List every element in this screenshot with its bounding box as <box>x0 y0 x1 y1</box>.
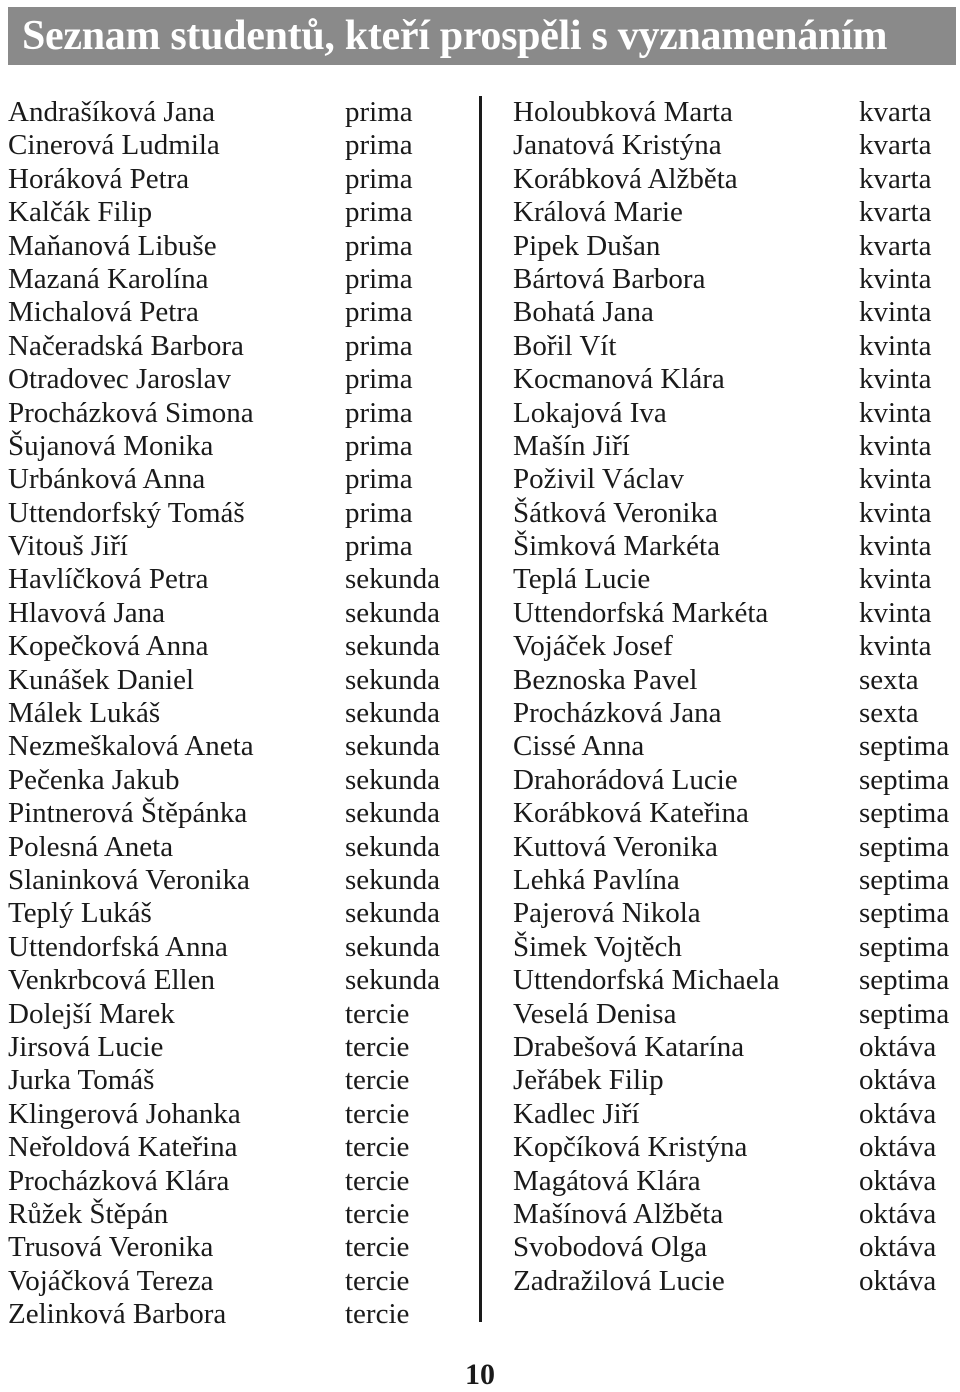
student-name: Šátková Veronika <box>513 496 718 529</box>
list-item <box>513 931 958 964</box>
student-name: Vojáčková Tereza <box>8 1264 214 1297</box>
student-class: kvinta <box>859 463 932 496</box>
student-class: tercie <box>345 1064 410 1097</box>
list-item <box>513 530 958 563</box>
student-class: prima <box>345 329 413 362</box>
student-class: septima <box>859 930 950 963</box>
column-divider <box>479 96 482 1322</box>
student-class: oktáva <box>859 1264 937 1297</box>
list-item <box>513 897 958 930</box>
student-class: kvinta <box>859 329 932 362</box>
list-item <box>513 296 958 329</box>
student-class: septima <box>859 964 950 997</box>
student-name: Bártová Barbora <box>513 262 706 295</box>
list-item <box>513 730 958 763</box>
student-name: Kalčák Filip <box>8 196 153 229</box>
list-item <box>8 296 468 329</box>
student-name: Jeřábek Filip <box>513 1064 664 1097</box>
student-name: Veselá Denisa <box>513 997 677 1030</box>
student-class: kvinta <box>859 296 932 329</box>
student-class: prima <box>345 463 413 496</box>
list-item <box>513 1265 958 1298</box>
list-item <box>513 397 958 430</box>
student-class: kvinta <box>859 530 932 563</box>
student-name: Bořil Vít <box>513 329 617 362</box>
list-item <box>8 730 468 763</box>
list-item <box>513 263 958 296</box>
list-item <box>8 1265 468 1298</box>
student-name: Mašínová Alžběta <box>513 1197 724 1230</box>
list-item <box>513 664 958 697</box>
list-item <box>8 764 468 797</box>
list-item <box>8 230 468 263</box>
student-name: Hlavová Jana <box>8 596 166 629</box>
list-item <box>8 129 468 162</box>
student-name: Vitouš Jiří <box>8 530 128 563</box>
student-class: sekunda <box>345 897 441 930</box>
student-class: kvarta <box>859 229 932 262</box>
student-name: Otradovec Jaroslav <box>8 363 232 396</box>
student-class: kvinta <box>859 363 932 396</box>
student-name: Nezmeškalová Aneta <box>8 730 254 763</box>
student-name: Maňanová Libuše <box>8 229 217 262</box>
list-item <box>513 697 958 730</box>
student-class: sekunda <box>345 663 441 696</box>
list-item <box>513 463 958 496</box>
student-name: Šujanová Monika <box>8 429 214 462</box>
student-name: Korábková Kateřina <box>513 797 749 830</box>
student-name: Pečenka Jakub <box>8 763 180 796</box>
list-item <box>8 664 468 697</box>
student-class: tercie <box>345 1264 410 1297</box>
student-name: Zadražilová Lucie <box>513 1264 725 1297</box>
student-class: oktáva <box>859 1197 937 1230</box>
student-name: Michalová Petra <box>8 296 199 329</box>
student-class: oktáva <box>859 1030 937 1063</box>
student-name: Mazaná Karolína <box>8 262 209 295</box>
list-item <box>513 1031 958 1064</box>
student-name: Drabešová Katarína <box>513 1030 745 1063</box>
list-item <box>513 597 958 630</box>
student-class: prima <box>345 96 413 128</box>
student-name: Jurka Tomáš <box>8 1064 155 1097</box>
list-item <box>8 530 468 563</box>
list-item <box>8 363 468 396</box>
list-item <box>8 964 468 997</box>
list-item <box>513 998 958 1031</box>
list-item <box>8 196 468 229</box>
list-item <box>8 697 468 730</box>
student-class: kvinta <box>859 630 932 663</box>
list-item <box>513 163 958 196</box>
student-class: kvinta <box>859 496 932 529</box>
student-class: kvinta <box>859 563 932 596</box>
student-class: sekunda <box>345 697 441 730</box>
list-item <box>513 864 958 897</box>
student-name: Poživil Václav <box>513 463 685 496</box>
list-item <box>8 931 468 964</box>
list-item <box>513 430 958 463</box>
title-banner <box>8 7 956 65</box>
student-class: prima <box>345 363 413 396</box>
list-item <box>8 831 468 864</box>
student-name: Lokajová Iva <box>513 396 667 429</box>
list-item <box>8 96 468 129</box>
student-name: Urbánková Anna <box>8 463 206 496</box>
student-class: tercie <box>345 1298 410 1331</box>
list-item <box>513 1131 958 1164</box>
student-class: tercie <box>345 1164 410 1197</box>
student-class: kvinta <box>859 262 932 295</box>
list-item <box>8 1298 468 1331</box>
student-class: prima <box>345 496 413 529</box>
student-name: Pipek Dušan <box>513 229 661 262</box>
list-item <box>8 797 468 830</box>
list-item <box>513 196 958 229</box>
list-item <box>513 964 958 997</box>
student-name: Cissé Anna <box>513 730 645 763</box>
student-class: tercie <box>345 1131 410 1164</box>
student-class: kvinta <box>859 596 932 629</box>
student-name: Klingerová Johanka <box>8 1097 241 1130</box>
student-name: Slaninková Veronika <box>8 863 250 896</box>
student-class: oktáva <box>859 1231 937 1264</box>
student-class: septima <box>859 797 950 830</box>
student-class: prima <box>345 296 413 329</box>
list-item <box>8 597 468 630</box>
student-class: oktáva <box>859 1164 937 1197</box>
student-class: sekunda <box>345 596 441 629</box>
student-class: sekunda <box>345 797 441 830</box>
student-name: Neřoldová Kateřina <box>8 1131 238 1164</box>
student-class: oktáva <box>859 1097 937 1130</box>
student-name: Růžek Štěpán <box>8 1197 169 1230</box>
list-item <box>513 1231 958 1264</box>
student-name: Vojáček Josef <box>513 630 673 663</box>
student-name: Šimek Vojtěch <box>513 930 682 963</box>
student-name: Bohatá Jana <box>513 296 654 329</box>
list-item <box>8 1064 468 1097</box>
list-item <box>513 797 958 830</box>
student-class: sexta <box>859 697 919 730</box>
student-class: kvarta <box>859 196 932 229</box>
student-name: Venkrbcová Ellen <box>8 964 215 997</box>
page-number: 10 <box>465 1358 495 1391</box>
student-name: Procházková Simona <box>8 396 254 429</box>
student-class: septima <box>859 863 950 896</box>
student-name: Mašín Jiří <box>513 429 630 462</box>
student-list-right <box>513 96 958 1298</box>
student-class: kvarta <box>859 129 932 162</box>
student-name: Holoubková Marta <box>513 96 733 128</box>
student-name: Kunášek Daniel <box>8 663 195 696</box>
student-name: Málek Lukáš <box>8 697 161 730</box>
student-class: sekunda <box>345 563 441 596</box>
student-name: Janatová Kristýna <box>513 129 722 162</box>
student-class: prima <box>345 262 413 295</box>
student-name: Kadlec Jiří <box>513 1097 640 1130</box>
student-name: Kopečková Anna <box>8 630 209 663</box>
student-name: Procházková Jana <box>513 697 722 730</box>
student-class: prima <box>345 229 413 262</box>
student-class: septima <box>859 897 950 930</box>
student-name: Andrašíková Jana <box>8 96 215 128</box>
student-name: Cinerová Ludmila <box>8 129 220 162</box>
student-class: prima <box>345 429 413 462</box>
list-item <box>8 897 468 930</box>
student-class: sekunda <box>345 863 441 896</box>
student-class: tercie <box>345 997 410 1030</box>
list-item <box>513 497 958 530</box>
student-name: Dolejší Marek <box>8 997 175 1030</box>
list-item <box>513 96 958 129</box>
student-name: Zelinková Barbora <box>8 1298 227 1331</box>
student-class: kvinta <box>859 396 932 429</box>
student-name: Uttendorfská Markéta <box>513 596 769 629</box>
student-class: tercie <box>345 1231 410 1264</box>
list-item <box>8 1098 468 1131</box>
student-class: prima <box>345 530 413 563</box>
student-name: Beznoska Pavel <box>513 663 698 696</box>
list-item <box>513 363 958 396</box>
student-list-left <box>8 96 468 1331</box>
student-class: sekunda <box>345 930 441 963</box>
list-item <box>8 998 468 1031</box>
list-item <box>513 1165 958 1198</box>
student-name: Šimková Markéta <box>513 530 720 563</box>
list-item <box>8 463 468 496</box>
student-class: tercie <box>345 1097 410 1130</box>
student-class: kvarta <box>859 96 932 128</box>
student-class: sekunda <box>345 830 441 863</box>
list-item <box>8 497 468 530</box>
student-name: Načeradská Barbora <box>8 329 244 362</box>
student-name: Uttendorfská Michaela <box>513 964 780 997</box>
list-item <box>513 1064 958 1097</box>
student-class: prima <box>345 396 413 429</box>
list-item <box>8 330 468 363</box>
student-class: oktáva <box>859 1064 937 1097</box>
student-class: sekunda <box>345 964 441 997</box>
student-name: Uttendorfský Tomáš <box>8 496 245 529</box>
student-name: Trusová Veronika <box>8 1231 214 1264</box>
student-class: sexta <box>859 663 919 696</box>
student-name: Jirsová Lucie <box>8 1030 164 1063</box>
student-name: Lehká Pavlína <box>513 863 680 896</box>
student-name: Kocmanová Klára <box>513 363 725 396</box>
list-item <box>513 831 958 864</box>
student-name: Pajerová Nikola <box>513 897 701 930</box>
list-item <box>8 1165 468 1198</box>
student-class: prima <box>345 129 413 162</box>
list-item <box>8 630 468 663</box>
student-name: Polesná Aneta <box>8 830 174 863</box>
student-class: septima <box>859 730 950 763</box>
list-item <box>8 430 468 463</box>
list-item <box>8 1131 468 1164</box>
list-item <box>8 163 468 196</box>
list-item <box>8 864 468 897</box>
student-class: sekunda <box>345 730 441 763</box>
student-name: Pintnerová Štěpánka <box>8 797 248 830</box>
student-name: Kopčíková Kristýna <box>513 1131 748 1164</box>
student-class: oktáva <box>859 1131 937 1164</box>
student-name: Králová Marie <box>513 196 683 229</box>
student-name: Magátová Klára <box>513 1164 701 1197</box>
student-class: prima <box>345 162 413 195</box>
list-item <box>8 397 468 430</box>
list-item <box>513 1098 958 1131</box>
student-class: septima <box>859 830 950 863</box>
student-name: Procházková Klára <box>8 1164 230 1197</box>
student-class: tercie <box>345 1030 410 1063</box>
list-item <box>513 563 958 596</box>
student-name: Teplá Lucie <box>513 563 651 596</box>
student-name: Kuttová Veronika <box>513 830 718 863</box>
student-name: Svobodová Olga <box>513 1231 708 1264</box>
student-name: Drahorádová Lucie <box>513 763 738 796</box>
student-class: kvinta <box>859 429 932 462</box>
list-item <box>513 230 958 263</box>
list-item <box>8 1231 468 1264</box>
student-name: Horáková Petra <box>8 162 190 195</box>
list-item <box>513 129 958 162</box>
list-item <box>513 330 958 363</box>
list-item <box>513 764 958 797</box>
list-item <box>8 263 468 296</box>
list-item <box>8 1031 468 1064</box>
student-name: Teplý Lukáš <box>8 897 152 930</box>
student-name: Havlíčková Petra <box>8 563 209 596</box>
student-class: sekunda <box>345 763 441 796</box>
student-class: sekunda <box>345 630 441 663</box>
student-class: prima <box>345 196 413 229</box>
list-item <box>513 1198 958 1231</box>
list-item <box>8 1198 468 1231</box>
page-title: Seznam studentů, kteří prospěli s vyznamenáním <box>22 13 888 59</box>
student-class: septima <box>859 763 950 796</box>
list-item <box>513 630 958 663</box>
student-class: kvarta <box>859 162 932 195</box>
student-name: Uttendorfská Anna <box>8 930 228 963</box>
student-class: septima <box>859 997 950 1030</box>
student-name: Korábková Alžběta <box>513 162 738 195</box>
list-item <box>8 563 468 596</box>
student-class: tercie <box>345 1197 410 1230</box>
